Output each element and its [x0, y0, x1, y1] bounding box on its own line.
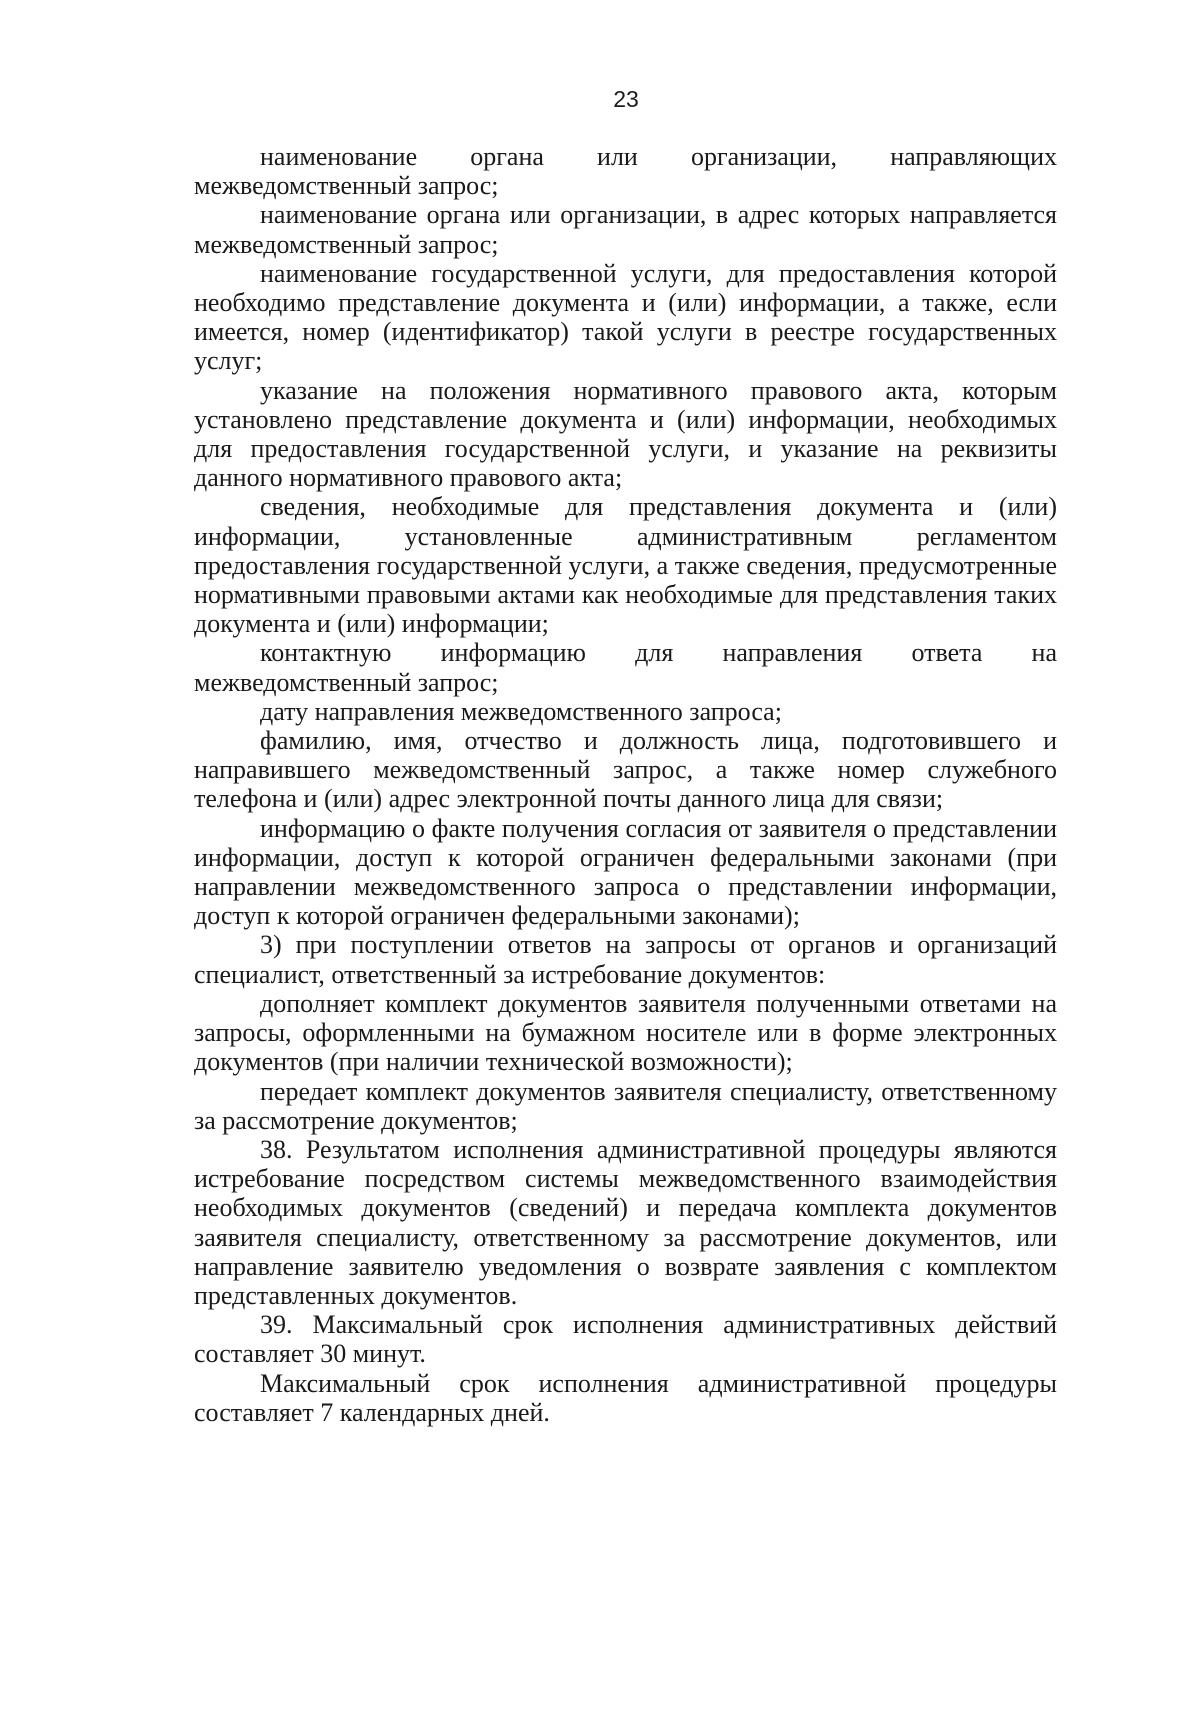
paragraph-contact-information: контактную информацию для направления ответа на межведомственный запрос;: [194, 638, 1057, 697]
paragraph-section-39: 39. Максимальный срок исполнения административных действий составляет 30 минут.: [194, 1310, 1057, 1369]
paragraph-max-procedure-term: Максимальный срок исполнения административной процедуры составляет 7 календарных дней.: [194, 1368, 1057, 1427]
paragraph-recipient-body-name: наименование органа или организации, в адрес которых направляется межведомственный запрос;: [194, 200, 1057, 259]
paragraph-section-38: 38. Результатом исполнения административной процедуры являются истребование посредством системы межведомственного взаимодействия необходимых документов (сведений) и передача комплекта документов заявителя специалисту, ответственному за рассмотрение документов, или направление заявителю уведомления о возврате заявления с комплектом представленных документов.: [194, 1134, 1057, 1310]
paragraph-service-name: наименование государственной услуги, для предоставления которой необходимо представление документа и (или) информации, а также, если имеется, номер (идентификатор) такой услуги в реестре государственных услуг;: [194, 258, 1057, 376]
paragraph-requesting-body-name: наименование органа или организации, направляющих межведомственный запрос;: [194, 142, 1057, 201]
paragraph-applicant-consent: информацию о факте получения согласия от заявителя о представлении информации, доступ к которой ограничен федеральными законами (при направлении межведомственного запроса о представлении информации, доступ к которой ограничен федеральными законами);: [194, 813, 1057, 931]
paragraph-legal-act-reference: указание на положения нормативного правового акта, которым установлено представление документа и (или) информации, необходимых для предоставления государственной услуги, и указание на реквизиты данного нормативного правового акта;: [194, 375, 1057, 493]
paragraph-required-information: сведения, необходимые для представления документа и (или) информации, установленные административным регламентом предоставления государственной услуги, а также сведения, предусмотренные нормативными правовыми актами как необходимые для представления таких документа и (или) информации;: [194, 492, 1057, 639]
page-number: 23: [613, 86, 639, 112]
document-body: [194, 142, 1057, 1427]
paragraph-item-3-responses: 3) при поступлении ответов на запросы от органов и организаций специалист, ответственный за истребование документов:: [194, 930, 1057, 989]
paragraph-request-date: дату направления межведомственного запроса;: [260, 696, 782, 726]
paragraph-responsible-person: фамилию, имя, отчество и должность лица, подготовившего и направившего межведомственный запрос, а также номер служебного телефона и (или) адрес электронной почты данного лица для связи;: [194, 726, 1057, 814]
paragraph-supplements-documents: дополняет комплект документов заявителя полученными ответами на запросы, оформленными на бумажном носителе или в форме электронных документов (при наличии технической возможности);: [194, 988, 1057, 1077]
paragraph-transfers-documents: передает комплект документов заявителя специалисту, ответственному за рассмотрение документов;: [194, 1076, 1057, 1135]
